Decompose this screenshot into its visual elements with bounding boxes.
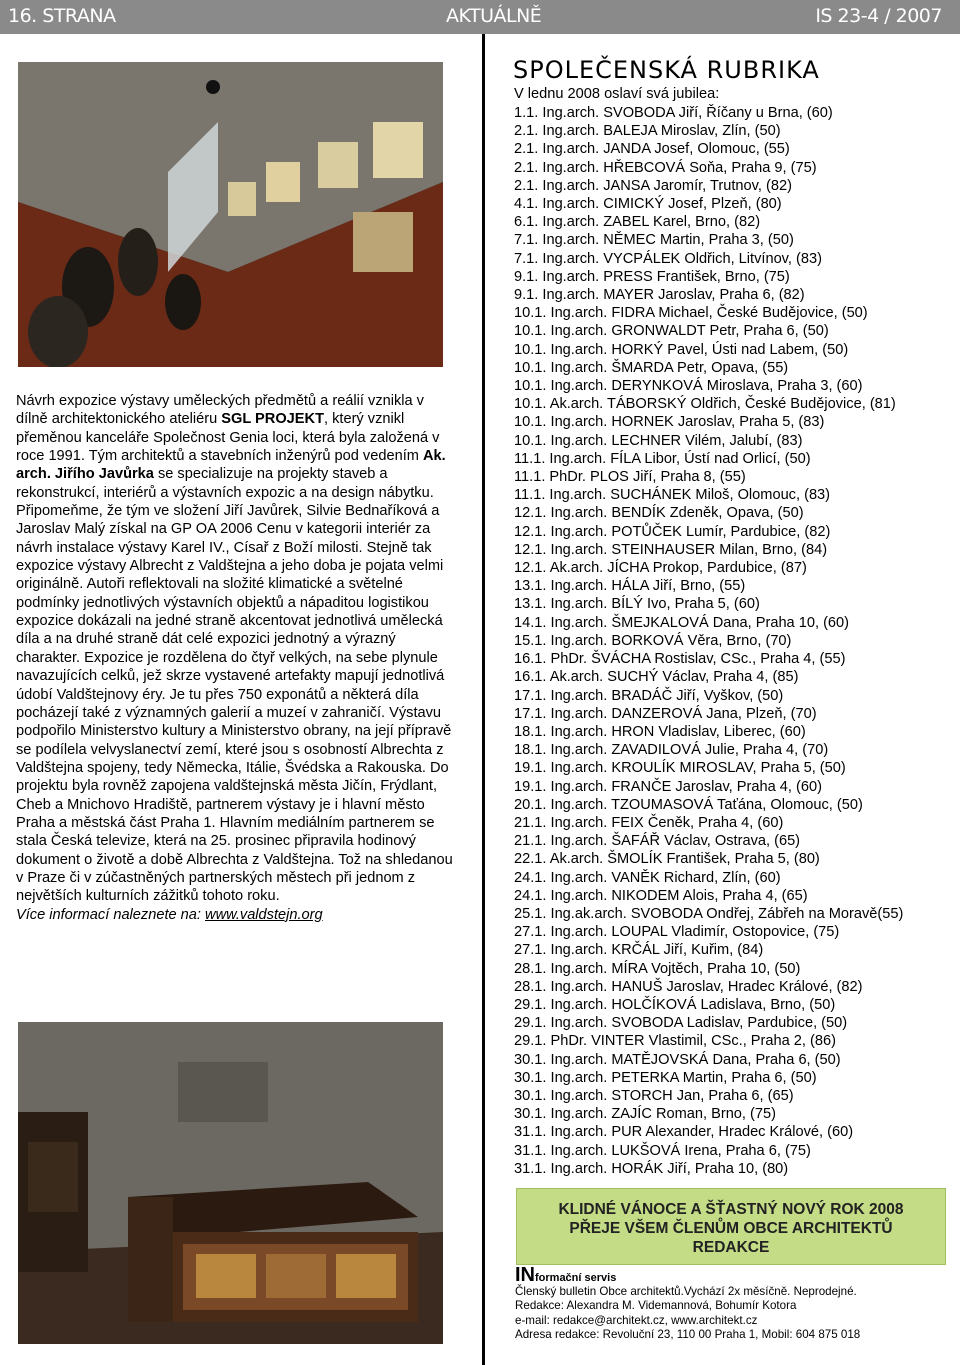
jubilee-item: 29.1. PhDr. VINTER Vlastimil, CSc., Praha 2, (86) (514, 1033, 836, 1050)
jubilee-item: 30.1. Ing.arch. MATĚJOVSKÁ Dana, Praha 6, (50) (514, 1051, 841, 1068)
painted-chest-photo (18, 1022, 443, 1344)
colophon-line: e-mail: redakce@architekt.cz, www.architekt.cz (515, 1313, 758, 1327)
jubilee-item: 19.1. Ing.arch. KROULÍK MIROSLAV, Praha 5, (50) (514, 760, 846, 777)
colophon (515, 1264, 955, 1342)
jubilee-item: 2.1. Ing.arch. HŘEBCOVÁ Soňa, Praha 9, (75) (514, 159, 817, 176)
jubilee-item: 30.1. Ing.arch. STORCH Jan, Praha 6, (65) (514, 1087, 794, 1104)
jubilee-item: 12.1. Ing.arch. BENDÍK Zdeněk, Opava, (50) (514, 505, 804, 522)
jubilee-item: 7.1. Ing.arch. NĚMEC Martin, Praha 3, (50) (514, 232, 794, 249)
jubilee-item: 12.1. Ing.arch. POTŮČEK Lumír, Pardubice, (82) (514, 523, 831, 540)
jubilee-item: 10.1. Ing.arch. FIDRA Michael, České Budějovice, (50) (514, 305, 868, 322)
jubilee-item: 28.1. Ing.arch. MÍRA Vojtěch, Praha 10, (50) (514, 960, 801, 977)
jubilee-item: 2.1. Ing.arch. JANDA Josef, Olomouc, (55) (514, 141, 790, 158)
jubilee-item: 11.1. Ing.arch. SUCHÁNEK Miloš, Olomouc, (83) (514, 487, 831, 504)
jubilee-item: 20.1. Ing.arch. TZOUMASOVÁ Taťána, Olomouc, (50) (514, 796, 863, 813)
jubilee-item: 11.1. Ing.arch. FÍLA Libor, Ústí nad Orlicí, (50) (514, 450, 811, 467)
jubilee-item: 15.1. Ing.arch. BORKOVÁ Věra, Brno, (70) (514, 632, 792, 649)
jubilee-item: 31.1. Ing.arch. LUKŠOVÁ Irena, Praha 6, (75) (514, 1142, 811, 1159)
greeting-line: PŘEJE VŠEM ČLENŮM OBCE ARCHITEKTŮ (569, 1220, 893, 1237)
jubilee-item: 30.1. Ing.arch. PETERKA Martin, Praha 6, (50) (514, 1069, 817, 1086)
jubilee-item: 27.1. Ing.arch. LOUPAL Vladimír, Ostopovice, (75) (514, 924, 840, 941)
jubilee-item: 10.1. Ing.arch. GRONWALDT Petr, Praha 6, (50) (514, 323, 829, 340)
jubilee-item: 14.1. Ing.arch. ŠMEJKALOVÁ Dana, Praha 10, (60) (514, 614, 850, 631)
more-info: Více informací naleznete na: www.valdstejn.org (16, 906, 323, 923)
jubilee-item: 6.1. Ing.arch. ZABEL Karel, Brno, (82) (514, 214, 761, 231)
jubilee-item: 29.1. Ing.arch. HOLČÍKOVÁ Ladislava, Brno, (50) (514, 996, 836, 1013)
greeting-box (516, 1188, 946, 1265)
jubilee-item: 21.1. Ing.arch. FEIX Čeněk, Praha 4, (60) (514, 814, 784, 831)
jubilee-item: 17.1. Ing.arch. BRADÁČ Jiří, Vyškov, (50) (514, 687, 784, 704)
jubilee-item: 18.1. Ing.arch. ZAVADILOVÁ Julie, Praha 4, (70) (514, 742, 829, 759)
jubilee-item: 31.1. Ing.arch. HORÁK Jiří, Praha 10, (80) (514, 1160, 789, 1177)
jubilee-item: 2.1. Ing.arch. JANSA Jaromír, Trutnov, (82) (514, 177, 792, 194)
jubilee-item: 1.1. Ing.arch. SVOBODA Jiří, Říčany u Brna, (60) (514, 105, 833, 121)
jubilee-item: 10.1. Ing.arch. DERYNKOVÁ Miroslava, Praha 3, (60) (514, 378, 863, 395)
jubilee-item: 24.1. Ing.arch. NIKODEM Alois, Praha 4, (65) (514, 887, 808, 904)
jubilee-item: 11.1. PhDr. PLOS Jiří, Praha 8, (55) (514, 469, 746, 486)
jubilee-item: 9.1. Ing.arch. MAYER Jaroslav, Praha 6, (82) (514, 287, 805, 304)
jubilee-item: 13.1. Ing.arch. HÁLA Jiří, Brno, (55) (514, 578, 746, 595)
jubilee-item: 30.1. Ing.arch. ZAJÍC Roman, Brno, (75) (514, 1106, 776, 1123)
article-paragraph: Návrh expozice výstavy uměleckých předmětů a reálií vznikla v dílně architektonického ateliéru SGL PROJEKT, který vznikl přeměnou kanceláře Společnost Genia loci, která byla založená v roce 1991. Tým architektů a stavebních inženýrů pod vedením Ak. arch. Jiřího Javůrka se specializuje na projekty staveb a rekonstrukcí, interiérů a výstavních expozic a na design nábytku. Připomeňme, že tým ve složení Jiří Javůrek, Silvie Bednaříková a Jaroslav Malý získal na GP OA 2006 Cenu v kategorii interiér za návrh instalace výstavy Karel IV., Císař z Boží milosti. Stejně tak expozice výstavy Albrecht z Valdštejna a jeho doba je pojata velmi originálně. Autoři reflektovali na složité klimatické a světelné podmínky jednotlivých výstavních objektů a nápaditou logistikou expozice dokázali na jedné straně akcentovat jednotlivá umělecká díla a na druhé straně dát celé expozici jednotný a výrazný charakter. Expozice je rozdělena do čtyř velkých, na sebe plynule navazujících celků, jež skrze vystavené artefakty mapují jednotlivá údobí Valdštejnovy éry. Je tu přes 750 exponátů a některá díla pocházejí také z významných galerií a muzeí v zahraničí. Výstavu podpořilo Ministerstvo kultury a Ministerstvo obrany, na její přípravě se podílela velvyslanectví zemí, které jsou s osobností Albrechta z Valdštejna spojeny, tedy Německa, Itálie, Švédska a Rakouska. Do projektu byla rovněž zapojena valdštejnská města Jičín, Frýdlant, Cheb a Mnichovo Hradiště, partnerem výstavy je i hlavní město Praha a městská část Praha 1. Hlavním mediálním partnerem se stala Česká televize, která na 25. prosinec připravila hodinový dokument o životě a době Albrechta z Valdštejna. Tož na shledanou v Praze či v zúčastněných partnerských městech při jednom z největších kulturních zážitků tohoto roku. (16, 393, 453, 905)
colophon-line: Adresa redakce: Revoluční 23, 110 00 Praha 1, Mobil: 604 875 018 (515, 1327, 861, 1341)
page-number: 16. STRANA (8, 5, 116, 27)
jubilee-item: 19.1. Ing.arch. FRANČE Jaroslav, Praha 4, (60) (514, 778, 822, 795)
column-divider (482, 34, 485, 1365)
jubilee-list (514, 104, 903, 1178)
jubilee-item: 12.1. Ak.arch. JÍCHA Prokop, Pardubice, (87) (514, 560, 807, 577)
jubilee-item: 16.1. Ak.arch. SUCHÝ Václav, Praha 4, (85) (514, 669, 799, 686)
jubilee-item: 10.1. Ing.arch. HORKÝ Pavel, Ústi nad Labem, (50) (514, 341, 849, 358)
jubilee-item: 4.1. Ing.arch. CIMICKÝ Josef, Plzeň, (80) (514, 196, 782, 213)
jubilee-item: 10.1. Ing.arch. HORNEK Jaroslav, Praha 5, (83) (514, 414, 825, 431)
rubrika-title: SPOLEČENSKÁ RUBRIKA (513, 56, 820, 84)
jubilee-item: 13.1. Ing.arch. BÍLÝ Ivo, Praha 5, (60) (514, 596, 760, 613)
bulletin-logo: INformační servis (515, 1264, 617, 1286)
rubrika-intro: V lednu 2008 oslaví svá jubilea: (514, 86, 720, 102)
issue-number: IS 23-4 / 2007 (815, 5, 942, 27)
jubilee-item: 27.1. Ing.arch. KRČÁL Jiří, Kuřim, (84) (514, 942, 764, 959)
jubilee-item: 28.1. Ing.arch. HANUŠ Jaroslav, Hradec Králové, (82) (514, 978, 863, 995)
jubilee-item: 2.1. Ing.arch. BALEJA Miroslav, Zlín, (50) (514, 123, 781, 140)
jubilee-item: 10.1. Ing.arch. ŠMARDA Petr, Opava, (55) (514, 359, 789, 376)
jubilee-item: 12.1. Ing.arch. STEINHAUSER Milan, Brno, (84) (514, 541, 828, 558)
jubilee-item: 25.1. Ing.ak.arch. SVOBODA Ondřej, Zábřeh na Moravě(55) (514, 905, 904, 922)
colophon-line: Členský bulletin Obce architektů.Vychází 2x měsíčně. Neprodejné. (515, 1285, 857, 1299)
greeting-line: REDAKCE (692, 1239, 770, 1256)
jubilee-item: 31.1. Ing.arch. PUR Alexander, Hradec Králové, (60) (514, 1124, 854, 1141)
jubilee-item: 10.1. Ing.arch. LECHNER Vilém, Jalubí, (83) (514, 432, 803, 449)
page-header (0, 0, 960, 34)
article-body (16, 392, 456, 924)
jubilee-item: 22.1. Ak.arch. ŠMOLÍK František, Praha 5, (80) (514, 851, 820, 868)
jubilee-item: 16.1. PhDr. ŠVÁCHA Rostislav, CSc., Praha 4, (55) (514, 651, 846, 668)
jubilee-item: 24.1. Ing.arch. VANĚK Richard, Zlín, (60) (514, 869, 781, 886)
jubilee-item: 7.1. Ing.arch. VYCPÁLEK Oldřich, Litvínov, (83) (514, 250, 822, 267)
section-title: AKTUÁLNĚ (446, 5, 542, 27)
greeting-line: KLIDNÉ VÁNOCE A ŠŤASTNÝ NOVÝ ROK 2008 (558, 1201, 904, 1218)
jubilee-item: 18.1. Ing.arch. HRON Vladislav, Liberec, (60) (514, 723, 806, 740)
valdstejn-link[interactable]: www.valdstejn.org (205, 906, 323, 923)
jubilee-item: 17.1. Ing.arch. DANZEROVÁ Jana, Plzeň, (70) (514, 705, 817, 722)
jubilee-item: 29.1. Ing.arch. SVOBODA Ladislav, Pardubice, (50) (514, 1015, 848, 1032)
exhibition-interior-photo (18, 62, 443, 367)
colophon-line: Redakce: Alexandra M. Videmannová, Bohumír Kotora (515, 1299, 797, 1313)
jubilee-item: 21.1. Ing.arch. ŠAFÁŘ Václav, Ostrava, (65) (514, 833, 801, 850)
jubilee-item: 9.1. Ing.arch. PRESS František, Brno, (75) (514, 268, 790, 285)
jubilee-item: 10.1. Ak.arch. TÁBORSKÝ Oldřich, České Budějovice, (81) (514, 396, 896, 413)
